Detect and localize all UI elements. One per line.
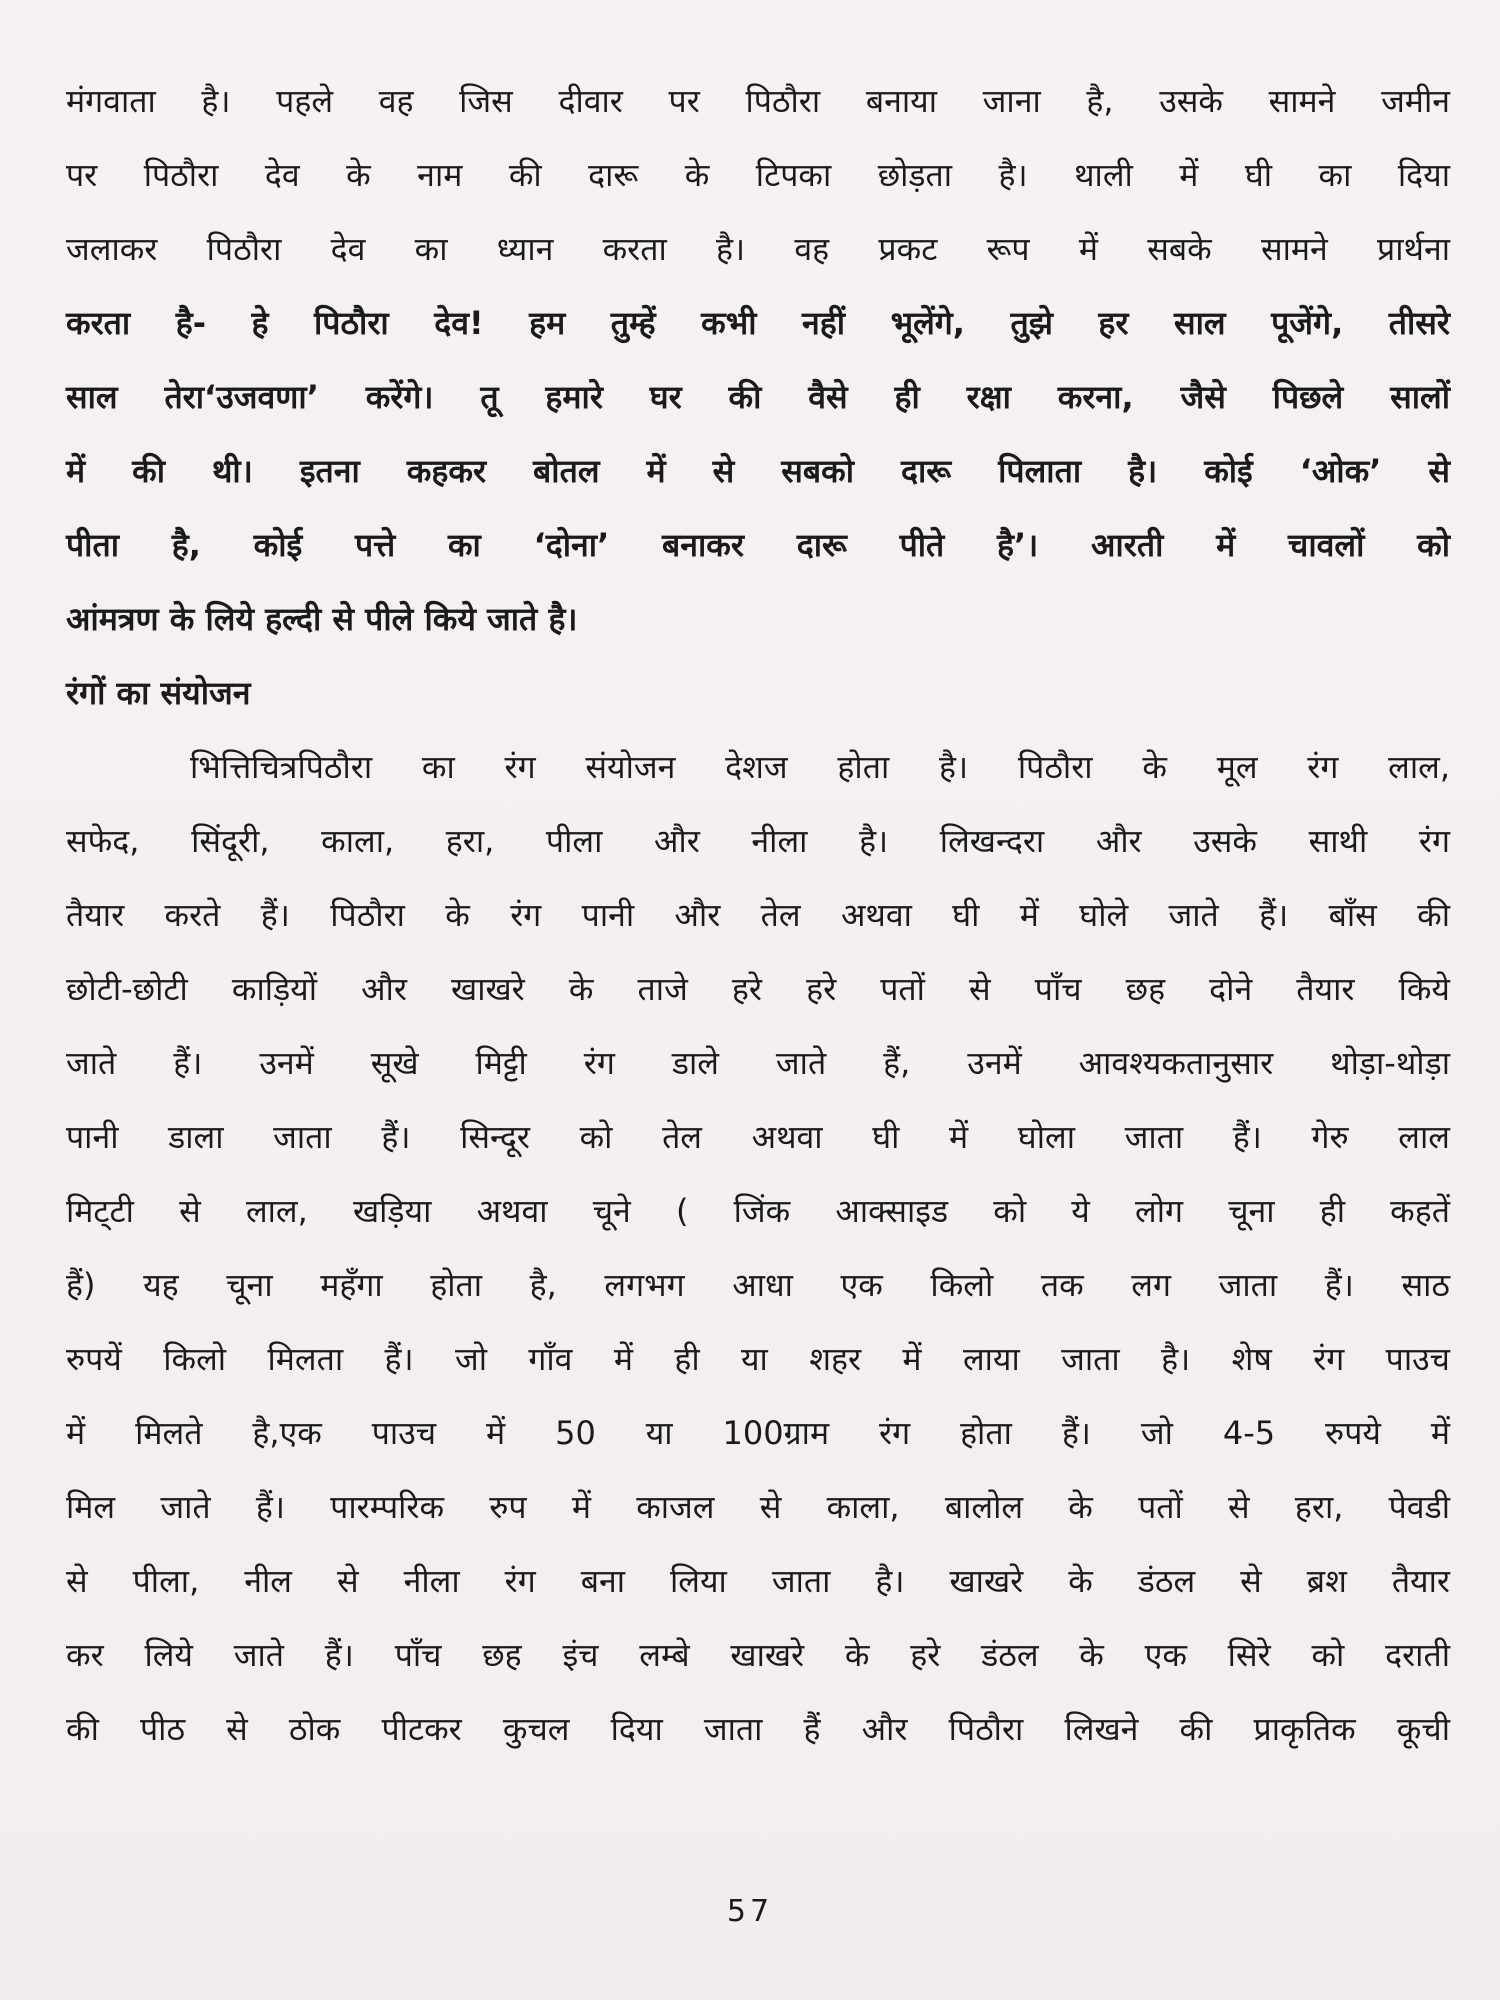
text-line: से पीला, नील से नीला रंग बना लिया जाता है। खाखरे के डंठल से ब्रश तैयार xyxy=(66,1562,1450,1600)
body-text xyxy=(66,64,1450,1766)
text-line: मंगवाता है। पहले वह जिस दीवार पर पिठौरा बनाया जाना है, उसके सामने जमीन xyxy=(66,82,1450,120)
page-number: 57 xyxy=(726,1894,774,1929)
text-line: पर पिठौरा देव के नाम की दारू के टिपका छोड़ता है। थाली में घी का दिया xyxy=(66,156,1450,194)
text-line: में की थी। इतना कहकर बोतल में से सबको दारू पिलाता है। कोई ‘ओक’ से xyxy=(66,452,1450,490)
text-line: पानी डाला जाता हैं। सिन्दूर को तेल अथवा घी में घोला जाता हैं। गेरु लाल xyxy=(66,1118,1450,1156)
text-line: रुपयें किलो मिलता हैं। जो गाँव में ही या शहर में लाया जाता है। शेष रंग पाउच xyxy=(66,1340,1450,1378)
text-line: में मिलते है,एक पाउच में 50 या 100ग्राम रंग होता हैं। जो 4-5 रुपये में xyxy=(66,1414,1450,1452)
text-line: हैं) यह चूना महँगा होता है, लगभग आधा एक किलो तक लग जाता हैं। साठ xyxy=(66,1266,1450,1304)
text-line: करता है- हे पिठौरा देव! हम तुम्हें कभी नहीं भूलेंगे, तुझे हर साल पूजेंगे, तीसरे xyxy=(66,304,1450,342)
text-line: भित्तिचित्रपिठौरा का रंग संयोजन देशज होता है। पिठौरा के मूल रंग लाल, xyxy=(190,748,1450,786)
text-line: कर लिये जाते हैं। पाँच छह इंच लम्बे खाखरे के हरे डंठल के एक सिरे को दराती xyxy=(66,1636,1450,1674)
text-line: मिट्‌टी से लाल, खड़िया अथवा चूने ( जिंक आक्साइड को ये लोग चूना ही कहतें xyxy=(66,1192,1450,1230)
text-line: जाते हैं। उनमें सूखे मिट्टी रंग डाले जाते हैं, उनमें आवश्यकतानुसार थोड़ा-थोड़ा xyxy=(66,1044,1450,1082)
section-heading: रंगों का संयोजन xyxy=(66,674,251,712)
text-line: आंमत्रण के लिये हल्दी से पीले किये जाते है। xyxy=(66,600,578,638)
text-line: की पीठ से ठोक पीटकर कुचल दिया जाता हैं और पिठौरा लिखने की प्राकृतिक कूची xyxy=(66,1710,1450,1748)
text-line: जलाकर पिठौरा देव का ध्यान करता है। वह प्रकट रूप में सबके सामने प्रार्थना xyxy=(66,230,1450,268)
text-line: सफेद, सिंदूरी, काला, हरा, पीला और नीला है। लिखन्दरा और उसके साथी रंग xyxy=(66,822,1450,860)
text-line: मिल जाते हैं। पारम्परिक रुप में काजल से काला, बालोल के पतों से हरा, पेवडी xyxy=(66,1488,1450,1526)
text-line: छोटी-छोटी काड़ियों और खाखरे के ताजे हरे हरे पतों से पाँच छह दोने तैयार किये xyxy=(66,970,1450,1008)
text-line: तैयार करते हैं। पिठौरा के रंग पानी और तेल अथवा घी में घोले जाते हैं। बाँस की xyxy=(66,896,1450,934)
text-line: साल तेरा‘उजवणा’ करेंगे। तू हमारे घर की वैसे ही रक्षा करना, जैसे पिछले सालों xyxy=(66,378,1450,416)
text-line: पीता है, कोई पत्ते का ‘दोना’ बनाकर दारू पीते है’। आरती में चावलों को xyxy=(66,526,1450,564)
